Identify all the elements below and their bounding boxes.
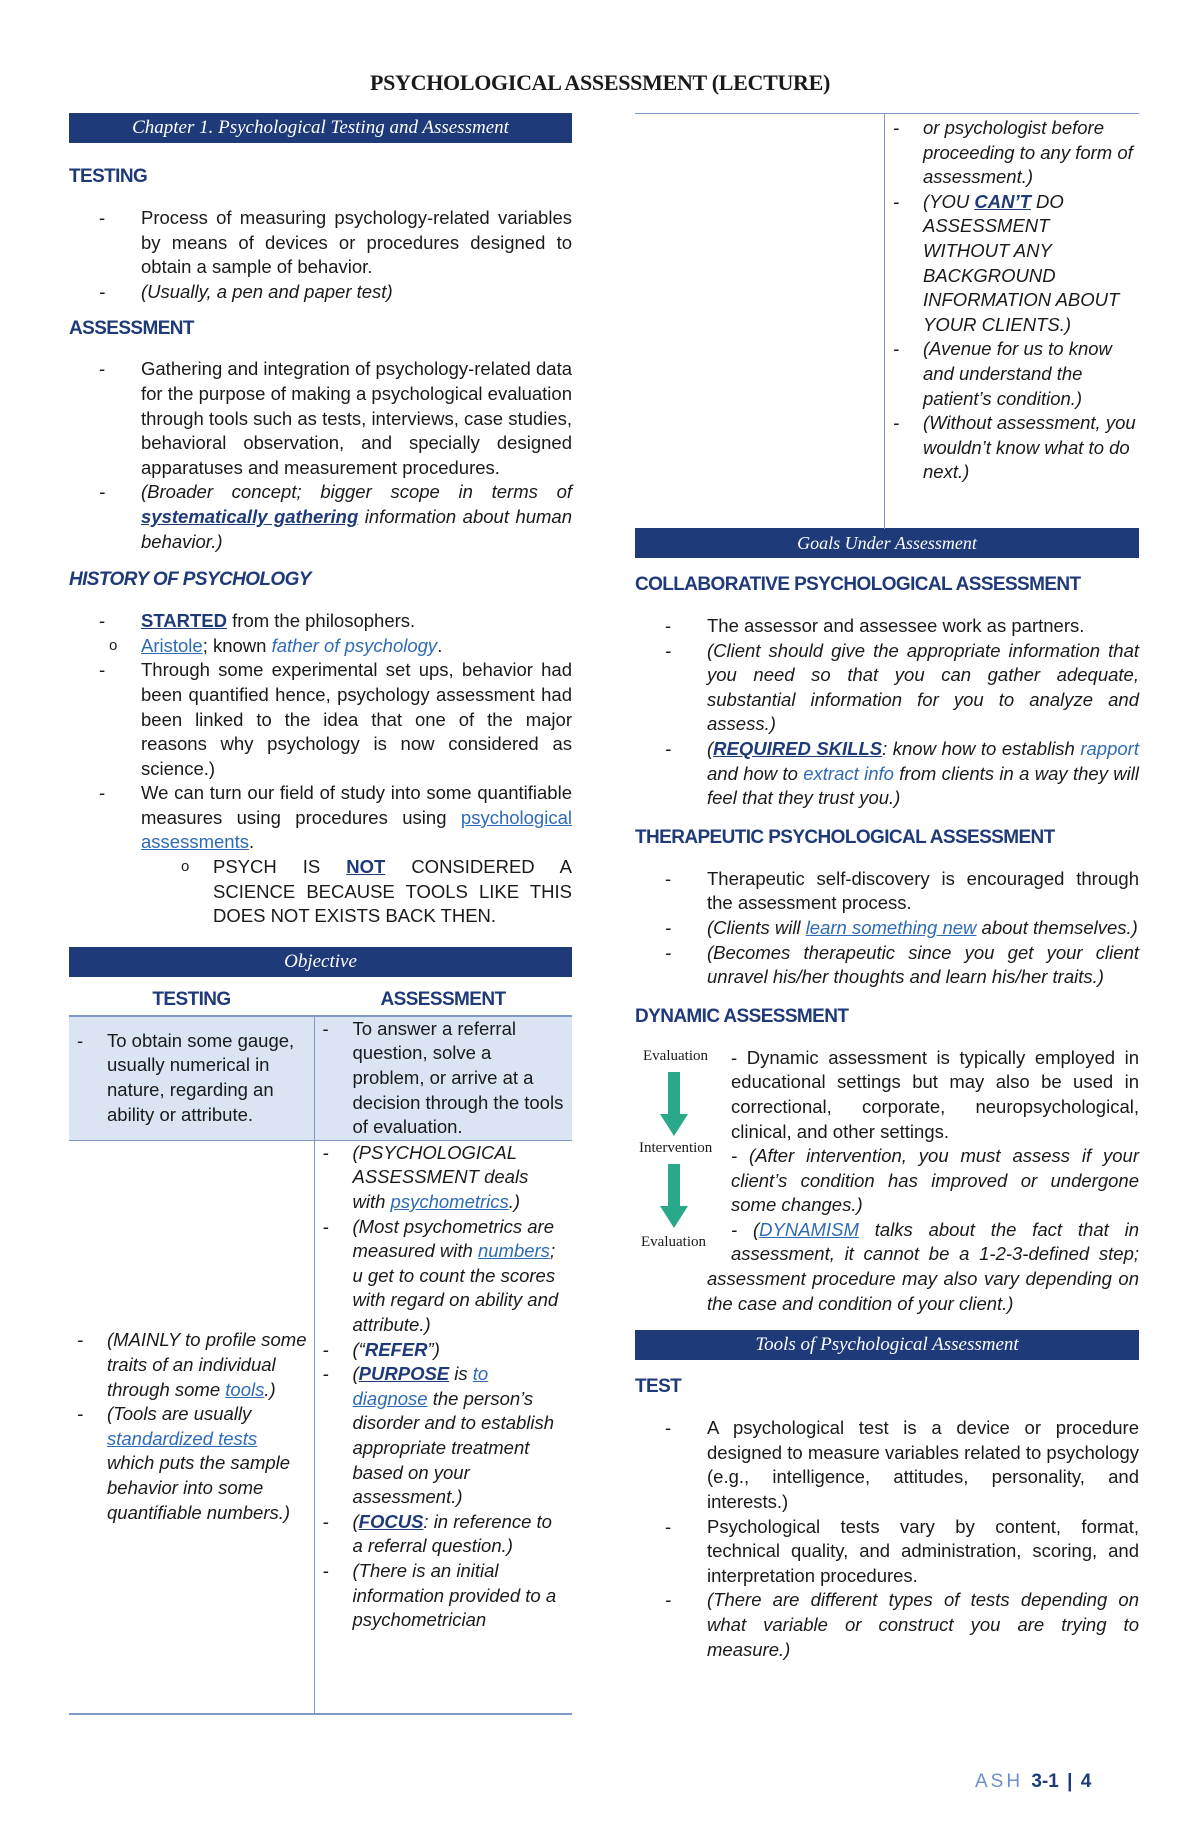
link-text: father of psychology <box>271 634 438 656</box>
text: (YOU <box>923 190 975 212</box>
dynamic-block <box>635 1046 1139 1317</box>
list-item: - (Without assessment, you wouldn’t know what to do next.) <box>885 411 1139 485</box>
link-text: psychometrics <box>390 1191 509 1212</box>
table-cell <box>69 1016 314 1140</box>
dynamic-diagram <box>635 1046 725 1262</box>
text: (Broader concept; bigger scope in terms of <box>141 481 572 503</box>
list-item <box>69 480 572 554</box>
col-header-testing: TESTING <box>69 985 314 1016</box>
down-arrow-icon <box>659 1164 689 1230</box>
cell-list <box>69 1328 308 1525</box>
text: ( <box>352 1510 359 1532</box>
text: ( <box>707 737 714 759</box>
diagram-label-evaluation: Evaluation <box>643 1047 708 1064</box>
assessment-list <box>69 357 572 554</box>
list-item: - (Usually, a pen and paper test) <box>69 280 572 305</box>
text: from the philosophers. <box>227 610 416 632</box>
text: (Tools are usually <box>107 1403 252 1425</box>
list-item <box>315 1362 563 1510</box>
assessment-heading: ASSESSMENT <box>69 318 194 340</box>
goals-banner: Goals Under Assessment <box>635 528 1139 558</box>
list-item: - A psychological test is a device or procedure designed to measure variables related to psychology (e.g., intelligence, attitudes, personality, and interests.) <box>635 1416 1139 1514</box>
thera-heading: THERAPEUTIC PSYCHOLOGICAL ASSESSMENT <box>635 826 1055 848</box>
down-arrow-icon <box>659 1072 689 1138</box>
list-item: - To answer a referral question, solve a problem, or arrive at a decision through the tools of evaluation. <box>315 1017 567 1140</box>
paragraph: - (After intervention, you must assess if your client’s condition has improved or undergone some changes.) <box>731 1145 1139 1216</box>
collab-list <box>635 614 1139 811</box>
link-text: Aristole <box>141 634 203 656</box>
list-item: - (Client should give the appropriate information that you need so that you can gather adequate, substantial information for you to analyze and assess.) <box>635 639 1139 737</box>
emphasis: REFER <box>364 1338 428 1360</box>
table-cell <box>69 1140 314 1714</box>
text: (PSYCHOLOGICAL ASSESSMENT deals with <box>352 1141 529 1212</box>
tools-banner: Tools of Psychological Assessment <box>635 1330 1139 1360</box>
text: which puts the sample behavior into some quantifiable numbers.) <box>107 1452 291 1523</box>
text: . <box>437 634 443 656</box>
text: from clients in a way they will feel that they trust you.) <box>707 762 1139 809</box>
text: (“ <box>352 1338 365 1360</box>
list-item <box>69 781 572 929</box>
link-text: tools <box>225 1378 265 1400</box>
list-item <box>69 609 572 658</box>
col-header-assessment: ASSESSMENT <box>314 985 572 1016</box>
emphasis: systematically gathering <box>141 505 359 527</box>
thera-list <box>635 867 1139 990</box>
paragraph <box>707 1218 1139 1316</box>
dynamic-heading: DYNAMIC ASSESSMENT <box>635 1005 849 1027</box>
table-cell <box>314 1016 572 1140</box>
footer-separator: | <box>1067 1771 1073 1792</box>
text: : in reference to a referral question.) <box>352 1510 552 1557</box>
page-number: 4 <box>1080 1771 1092 1792</box>
list-item <box>69 1328 308 1402</box>
text: ( <box>352 1363 359 1385</box>
chapter-banner: Chapter 1. Psychological Testing and Assessment <box>69 113 572 143</box>
sub-item <box>141 855 572 929</box>
list-item: - Process of measuring psychology-related variables by means of devices or procedures designed to obtain a sample of behavior. <box>69 206 572 280</box>
page-title: PSYCHOLOGICAL ASSESSMENT (LECTURE) <box>369 70 831 95</box>
list-item: - The assessor and assessee work as partners. <box>635 614 1139 639</box>
link-text: psychological assessments <box>141 806 572 853</box>
text: information about human behavior.) <box>141 505 573 552</box>
text: - or psychologist before proceeding to any form of assessment.) <box>923 117 1133 188</box>
diagram-label-evaluation: Evaluation <box>641 1233 706 1250</box>
list-item <box>885 190 1139 338</box>
testing-heading: TESTING <box>69 166 148 187</box>
list-item <box>315 1141 563 1215</box>
list-item: - Therapeutic self-discovery is encouraged through the assessment process. <box>635 867 1139 916</box>
text: talks about the fact that in assessment, it cannot be a 1-2-3-defined step; assessment procedure may also vary depending on the case and condition of your client.) <box>707 1218 1139 1314</box>
text: . <box>248 831 255 853</box>
list-item: - (Avenue for us to know and understand the patient’s condition.) <box>885 337 1139 411</box>
text: about themselves.) <box>976 916 1138 938</box>
text: and how to <box>707 762 804 784</box>
list-item <box>315 1510 563 1559</box>
footer-label: ASH <box>975 1771 1024 1792</box>
table-cell <box>314 1140 572 1714</box>
text: the person’s disorder and to establish appropriate treatment based on your assessment.) <box>352 1387 555 1508</box>
history-list <box>69 609 572 929</box>
link-text: standardized tests <box>107 1427 258 1449</box>
text: (MAINLY to profile some traits of an individual through some <box>107 1329 307 1400</box>
list-item <box>885 116 1139 190</box>
text: is <box>449 1363 473 1385</box>
continued-table <box>635 113 1139 529</box>
history-heading: HISTORY OF PSYCHOLOGY <box>69 569 311 591</box>
paragraph: - Dynamic assessment is typically employed in educational settings but may also be used in correctional, corporate, neuropsychological, clinical, and other settings. <box>731 1046 1139 1142</box>
cell-list <box>885 116 1139 485</box>
text: CONSIDERED A SCIENCE BECAUSE TOOLS LIKE THIS DOES NOT EXISTS BACK THEN. <box>213 856 573 927</box>
list-item: - Psychological tests vary by content, format, technical quality, and administration, scoring, and interpretation procedures. <box>635 1515 1139 1589</box>
collab-heading: COLLABORATIVE PSYCHOLOGICAL ASSESSMENT <box>635 574 1081 595</box>
text: .) <box>264 1378 276 1400</box>
list-item: - Through some experimental set ups, behavior had been quantified hence, psychology assessment had been linked to the idea that one of the major reasons why psychology is now considered as science.) <box>69 658 572 781</box>
list-item <box>315 1215 563 1338</box>
text: We can turn our field of study into some quantifiable measures using procedures using <box>141 782 572 828</box>
emphasis: STARTED <box>141 610 227 632</box>
sub-list <box>141 855 572 929</box>
cell-list <box>315 1141 567 1633</box>
text: - ( <box>731 1218 760 1240</box>
left-column <box>69 113 572 1715</box>
text: : know how to establish <box>882 737 1081 759</box>
objective-table <box>69 985 572 1715</box>
list-item <box>315 1338 563 1363</box>
list-item: - (There is an initial information provided to a psychometrician <box>315 1559 563 1633</box>
list-item <box>635 737 1139 811</box>
link-text: extract info <box>803 762 894 784</box>
text: (Clients will <box>707 916 806 938</box>
list-item: - (Becomes therapeutic since you get your client unravel his/her thoughts and learn his/her traits.) <box>635 941 1139 990</box>
link-text: DYNAMISM <box>759 1218 859 1240</box>
list-item <box>635 916 1139 941</box>
page-footer <box>975 1771 1091 1793</box>
link-text: rapport <box>1080 737 1139 759</box>
text: ”) <box>427 1338 440 1360</box>
test-list <box>635 1416 1139 1662</box>
link-text: learn something new <box>805 916 977 938</box>
footer-section: 3-1 <box>1031 1771 1059 1792</box>
list-item: - Gathering and integration of psychology-related data for the purpose of making a psychological evaluation through tools such as tests, interviews, case studies, behavioral observation, and specially designed apparatuses and measurement procedures. <box>69 357 572 480</box>
text: .) <box>508 1191 521 1212</box>
testing-list <box>69 206 572 304</box>
emphasis: PURPOSE <box>358 1363 450 1385</box>
list-item: - (There are different types of tests depending on what variable or construct you are trying to measure.) <box>635 1588 1139 1662</box>
text: ; u get to count the scores with regard on ability and attribute.) <box>352 1240 559 1335</box>
link-text: to diagnose <box>352 1363 489 1409</box>
sub-list <box>69 634 572 659</box>
sub-item <box>69 634 572 659</box>
list-item <box>69 1402 308 1525</box>
list-item: - To obtain some gauge, usually numerical in nature, regarding an ability or attribute. <box>69 1029 308 1127</box>
emphasis: REQUIRED SKILLS <box>713 737 883 759</box>
diagram-label-intervention: Intervention <box>639 1139 713 1156</box>
emphasis: NOT <box>346 856 386 878</box>
cell-list <box>69 1029 308 1127</box>
emphasis: CAN’T <box>974 190 1031 212</box>
text: DO ASSESSMENT WITHOUT ANY BACKGROUND INFORMATION ABOUT YOUR CLIENTS.) <box>923 190 1120 335</box>
link-text: numbers <box>477 1240 550 1262</box>
cell-list <box>315 1017 567 1140</box>
text: ; known <box>202 634 272 656</box>
test-heading: TEST <box>635 1376 682 1398</box>
emphasis: FOCUS <box>358 1510 424 1532</box>
text: (Most psychometrics are measured with <box>352 1215 554 1262</box>
objective-banner: Objective <box>69 947 572 977</box>
right-column <box>635 113 1139 1662</box>
text: PSYCH IS <box>213 856 347 878</box>
